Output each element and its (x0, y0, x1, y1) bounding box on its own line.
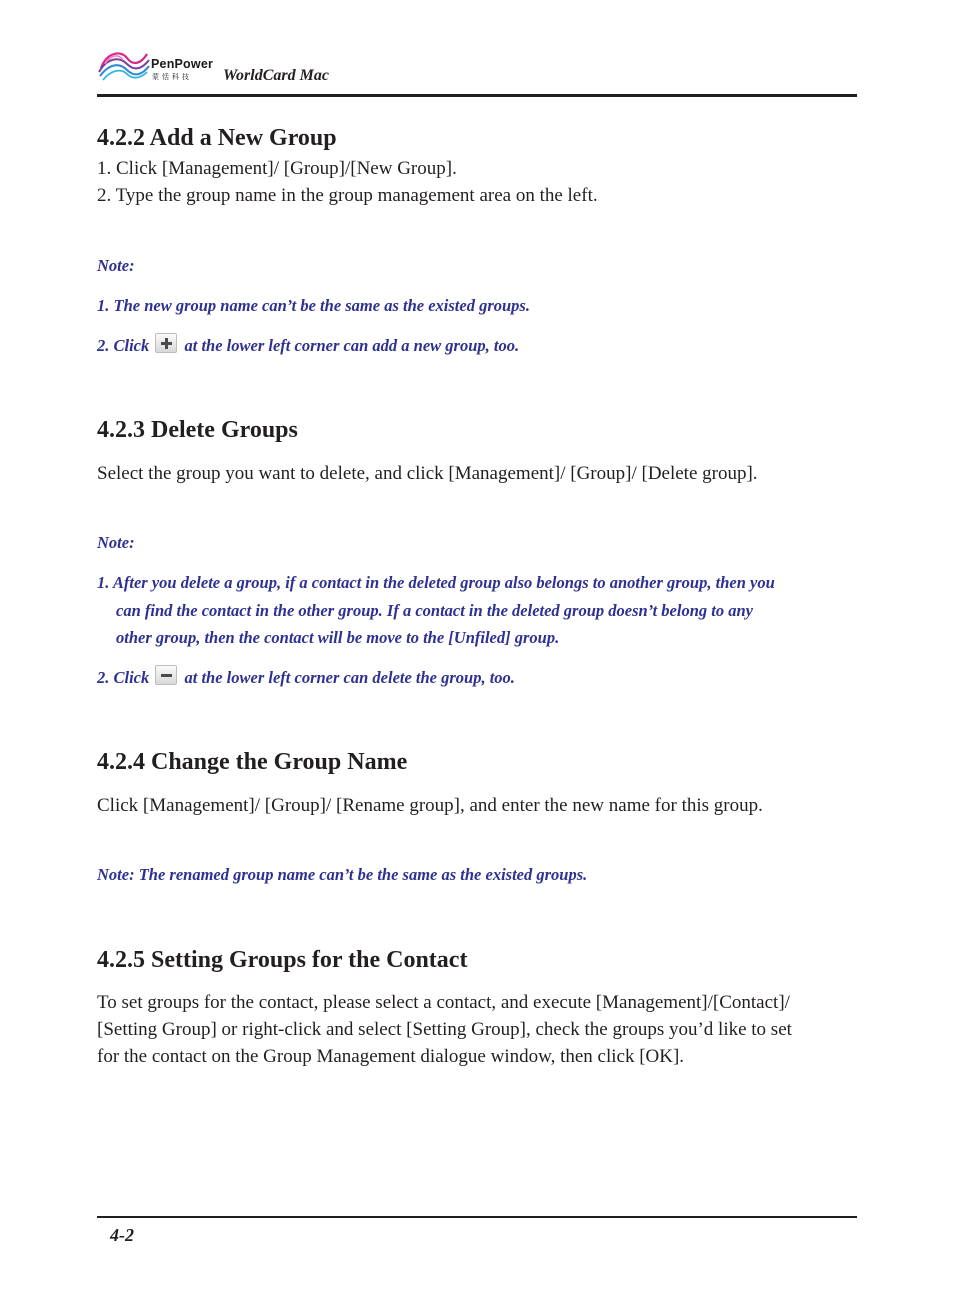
plus-icon (155, 333, 177, 353)
note-text: 2. Click (97, 668, 150, 687)
note-item-continued: can find the contact in the other group. If a contact in the deleted group doesn’t belong to any (116, 601, 753, 620)
note-item: Note: The renamed group name can’t be the same as the existed groups. (97, 865, 588, 884)
note-label: Note: (97, 533, 135, 552)
minus-icon (155, 665, 177, 685)
penpower-logo-icon (97, 46, 151, 84)
section-body-line: for the contact on the Group Management dialogue window, then click [OK]. (97, 1046, 685, 1067)
note-item: 1. The new group name can’t be the same as the existed groups. (97, 296, 530, 315)
step-2: 2. Type the group name in the group management area on the left. (97, 185, 598, 206)
section-title-add-group: 4.2.2 Add a New Group (97, 125, 337, 151)
page-header (97, 44, 857, 96)
note-text: 2. Click (97, 336, 150, 355)
header-rule (97, 94, 857, 97)
note-label: Note: (97, 256, 135, 275)
section-title-delete-groups: 4.2.3 Delete Groups (97, 417, 298, 443)
page-number: 4-2 (110, 1225, 134, 1245)
section-title-setting-groups: 4.2.5 Setting Groups for the Contact (97, 947, 468, 973)
note-item: 1. After you delete a group, if a contact in the deleted group also belongs to another group, then you (97, 573, 775, 592)
section-body: Click [Management]/ [Group]/ [Rename group], and enter the new name for this group. (97, 795, 763, 816)
section-body-line: [Setting Group] or right-click and select [Setting Group], check the groups you’d like to set (97, 1019, 792, 1040)
footer-rule (97, 1216, 857, 1218)
section-title-change-group-name: 4.2.4 Change the Group Name (97, 749, 408, 775)
note-item (97, 665, 515, 688)
note-text: at the lower left corner can add a new group, too. (184, 336, 520, 355)
section-body: Select the group you want to delete, and click [Management]/ [Group]/ [Delete group]. (97, 463, 758, 484)
note-item (97, 333, 519, 356)
section-body-line: To set groups for the contact, please select a contact, and execute [Management]/[Contact]/ (97, 992, 790, 1013)
note-text: at the lower left corner can delete the group, too. (184, 668, 515, 687)
step-1: 1. Click [Management]/ [Group]/[New Group]. (97, 158, 457, 179)
brand-subtitle: 蒙恬科技 (152, 74, 192, 81)
brand-name: PenPower (151, 57, 214, 71)
product-name: WorldCard Mac (223, 67, 329, 84)
note-item-continued: other group, then the contact will be move to the [Unfiled] group. (116, 628, 560, 647)
